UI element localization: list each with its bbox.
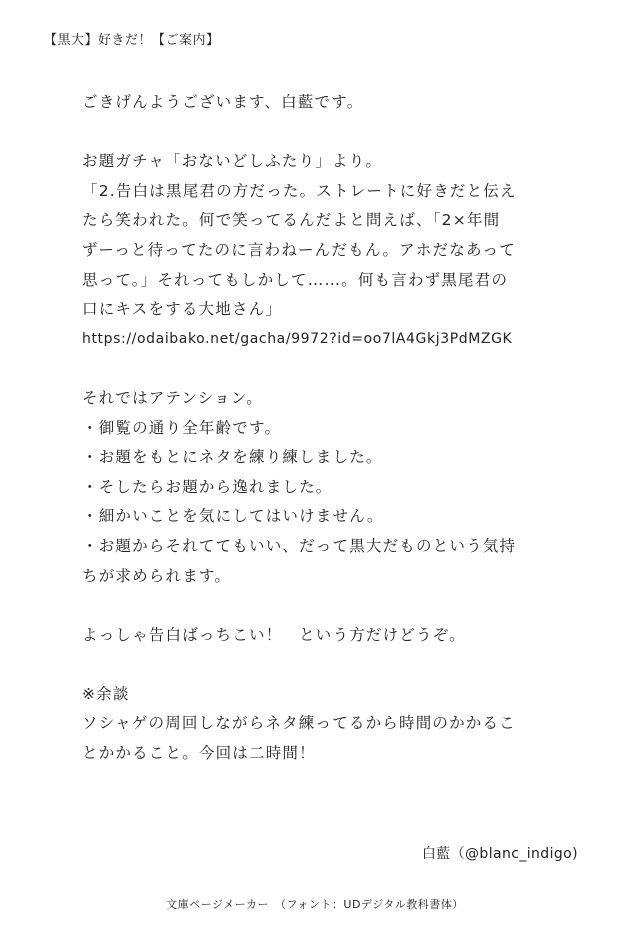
author-credit: 白藍（@blanc_indigo) <box>421 846 578 862</box>
body-text <box>82 88 562 769</box>
text-line <box>82 354 562 384</box>
text-line: 口にキスをする大地さん」 <box>82 300 283 319</box>
text-line <box>82 591 562 621</box>
text-line: ・細かいことを気にしてはいけません。 <box>82 507 384 526</box>
footer-credit: 文庫ページメーカー （フォント：UDデジタル教科書体） <box>166 898 464 911</box>
text-line: ちが求められます。 <box>82 566 232 585</box>
text-line <box>82 118 562 148</box>
text-line: ずーっと待ってたのに言わねーんだもん。アホだなあって <box>82 240 516 259</box>
text-line: お題ガチャ「おないどしふたり」より。 <box>82 152 383 171</box>
text-line: とかかること。今回は二時間！ <box>82 744 316 763</box>
text-line: ・そしたらお題から逸れました。 <box>82 477 333 496</box>
text-line: たら笑われた。何で笑ってるんだよと問えば、「2×年間 <box>82 211 501 230</box>
gacha-url: https://odaibako.net/gacha/9972?id=oo7lA4Gkj3PdMZGK <box>82 330 513 347</box>
page-title: 【黒大】好きだ！【ご案内】 <box>44 33 220 48</box>
text-line: ソシャゲの周回しながらネタ練ってるから時間のかかるこ <box>82 714 516 733</box>
text-line: 思って。」それってもしかして……。何も言わず黒尾君の <box>82 270 509 289</box>
text-line: ・お題からそれててもいい、だって黒大だものという気持 <box>82 536 517 555</box>
text-line: ※余談 <box>82 684 130 703</box>
text-line: 「2.告白は黒尾君の方だった。ストレートに好きだと伝え <box>82 181 517 200</box>
text-line: ・お題をもとにネタを練り練しました。 <box>82 448 383 467</box>
text-line: よっしゃ告白ばっちこい！ という方だけどうぞ。 <box>82 625 466 644</box>
text-line: ごきげんようございます、白藍です。 <box>82 93 364 111</box>
text-line: ・御覧の通り全年齢です。 <box>82 418 282 437</box>
text-line: それではアテンション。 <box>82 388 263 407</box>
text-line <box>82 650 562 680</box>
